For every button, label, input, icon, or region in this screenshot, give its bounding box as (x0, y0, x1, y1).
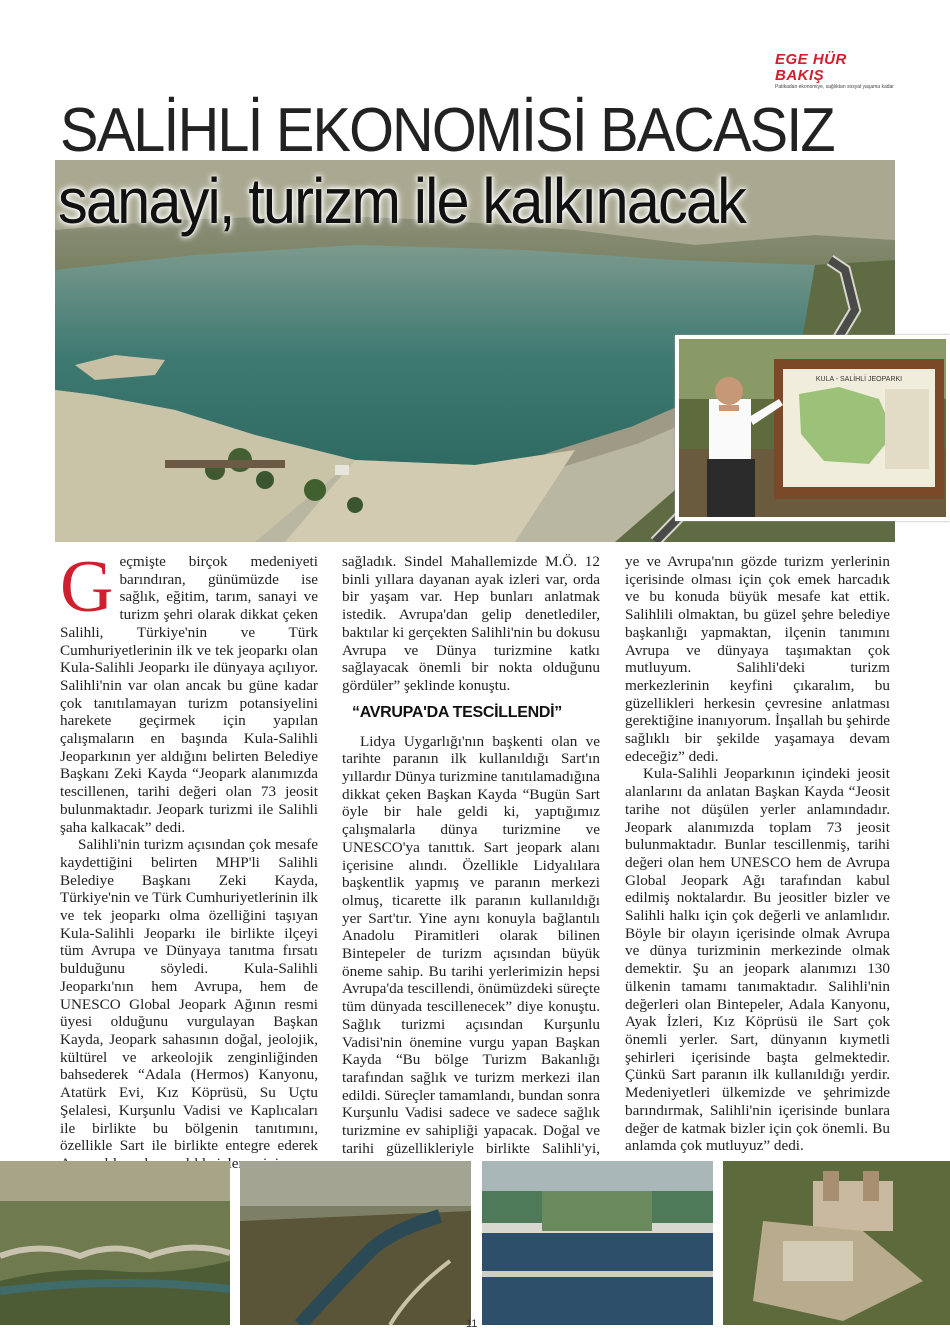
inset-photo-jeopark-sign (675, 335, 950, 521)
brand-logo (775, 51, 895, 90)
dropcap: G (60, 546, 114, 628)
inset-sign-title: KULA - SALİHLİ JEOPARKI (815, 376, 903, 383)
photo-canyon-river (240, 1161, 471, 1325)
article-paragraph: Kula-Salihli Jeoparkının içindeki jeosit alanlarını da anlatan Başkan Kayda “Jeosit tarihe not düşülen yerler anlamındadır. Jeopark alanımızda toplam 73 jeosit bulunmaktadır. Bunlar tescillenmiş, tarihi değeri olan hem UNESCO hem de Avrupa Global Jeopark Ağı tarafından kabul edilmiş noktalardır. Bu jeositler bizler ve Salihli halkı için çok değerli ve anlamlıdır. Böyle bir olayın içerisinde olmak Avrupa ve dünya turizminin merkezinde olmak demektir. Şu an jeopark alanımızı 130 ülkenin tamamı tanımaktadır. Salihli'nin değerleri olan Bintepeler, Adala Kanyonu, Ayak İzleri, Kız Köprüsü ile Sart çok önemli yerler. Sart, dünyanın kıymetli şehirleri içerisinde başta gelmektedir. Çünkü Sart paranın ilk kullanıldığı yerdir. Medeniyetleri ülkemizde ve şehrimizde barındırmak, Salihli'nin içerisinde bunlara değer de katmak bizler için çok önemli. Bu anlamda çok mutluyuz” dedi. (625, 765, 890, 1155)
article-paragraph: sağladık. Sindel Mahallemizde M.Ö. 12 binli yıllara dayanan ayak izleri var, orda bir yaşam var. Hep bunları anlatmak istedik. Avrupa'dan gelip denetlediler, baktılar ki gerçekten Salihli'nin bu dokusu Avrupa ve Dünya turizmine katkı sağlayacak önemli bir nokta olduğunu gördüler” şeklinde konuştu. (342, 553, 600, 694)
article-column-1 (60, 546, 318, 1173)
photo-weir-bridge (482, 1161, 713, 1325)
headline-line1: SALİHLİ EKONOMİSİ BACASIZ (60, 96, 834, 165)
article-column-2 (342, 553, 600, 1175)
brand-name: EGE HÜR BAKIŞ (775, 51, 847, 84)
inset-photo-illustration (679, 339, 946, 517)
brand-tagline: Patikadan ekonomiye, sağlıktan sosyal yaşama kadar (775, 84, 894, 90)
article-column-3 (625, 553, 890, 1155)
photo-sart-ruins (723, 1161, 950, 1325)
article-paragraph: Geçmişte birçok medeniyeti barındıran, günümüzde ise sağlık, eğitim, tarım, sanayi ve turizm şehri olarak dikkat çeken Salihli, Türkiye'nin ve Türk Cumhuriyetlerinin ilk ve tek jeoparkı olan Kula-Salihli Jeoparkı ile dünyaya açılıyor. Salihli'nin var olan ancak bu güne kadar çok tanıtılamayan turizm potansiyelini harekete geçirmek için yapılan çalışmaların en başında Kula-Salihli Jeoparkının yer aldığını belirten Belediye Başkanı Zeki Kayda “Jeopark alanımızda tescillenen, tarihi değeri olan 73 jeosit bulunmaktadır. Jeopark turizmi ile Salihli şaha kalkacak” dedi. (60, 546, 318, 836)
photo-stone-bridge (0, 1161, 230, 1325)
headline-line2: sanayi, turizm ile kalkınacak (58, 165, 746, 237)
article-paragraph: Lidya Uygarlığı'nın başkenti olan ve tarihte paranın ilk kullanıldığı Sart'ın yıllardır Dünya turizmine tanıtılamadığına dikkat çeken Başkan Kayda “Bugün Sart öyle bir hale geldi ki, yaptığımız çalışmalarla dünya turizmine ve UNESCO'ya tanıttık. Sart jeopark alanı içerisine alındı. Özellikle Lidyalılara başkentlik yapmış ve paranın merkezi olmuş, ticarette ilk paranın kullanıldığı yer Sart'tır. Yine aynı konuyla bağlantılı Anadolu Piramitleri olarak bilinen Bintepeler de turizm açısından büyük öneme sahip. Bu tarihi yerlerimizin hepsi Avrupa'da tescillendi, önümüzdeki süreçte tüm dünyada tescillenecek” diye konuştu. Sağlık turizmi açısından Kurşunlu Vadisi'nin önemine vurgu yapan Başkan Kayda “Bu bölge Turizm Bakanlığı tarafından sağlık ve turizm merkezi ilan edildi. Süreçler tamamlandı, bundan sonra Kurşunlu Vadisi sadece ve sadece sağlık turizmine ev sahipliği yapacak. Doğal ve tarihi güzellikleriyle birlikte Salihli'yi, (342, 732, 600, 1157)
article-paragraph: ye ve Avrupa'nın gözde turizm yerlerinin içerisinde olması için çok emek harcadık ve bu konuda büyük mesafe kat ettik. Salihlili olmaktan, bu güzel şehre belediye başkanlığı yapmaktan, ilçenin tanımını Avrupa ve dünyaya taşımaktan çok mutluyum. Salihli'deki turizm merkezlerinin keyfini çıkaralım, bu güzellikleri herkesin çevresine anlatması gerektiğine inanıyorum. İnşallah bu şehirde sağlıklı bir şekilde yaşamaya devam edeceğiz” dedi. (625, 553, 890, 765)
article-paragraph: Salihli'nin turizm açısından çok mesafe kaydettiğini belirten MHP'li Salihli Belediye Başkanı Zeki Kayda, Türkiye'nin ve Türk Cumhuriyetlerinin ilk ve tek jeoparkı olma özelliğini taşıyan Kula-Salihli Jeoparkı ile birlikte ilçeyi tüm Avrupa ve Dünyaya tanıtma fırsatı bulduğunu söyledi. Kula-Salihli Jeoparkı'nın hem Avrupa, hem de UNESCO Global Jeopark Ağının resmi üyesi olduğunu vurgulayan Başkan Kayda, Jeopark sahasının doğal, jeolojik, kültürel ve arkeolojik zenginliğinden bahsederek “Adala (Hermos) Kanyonu, Atatürk Evi, Kız Köprüsü, Su Uçtu Şelalesi, Kurşunlu Vadisi ve Kaplıcaları ile birlikte bu bölgenin tanıtımını, özellikle Sart ile birlikte entegre ederek (60, 836, 318, 1155)
page-number: 11 (466, 1318, 478, 1330)
section-subheading: “AVRUPA'DA TESCİLLENDİ” (352, 703, 562, 721)
